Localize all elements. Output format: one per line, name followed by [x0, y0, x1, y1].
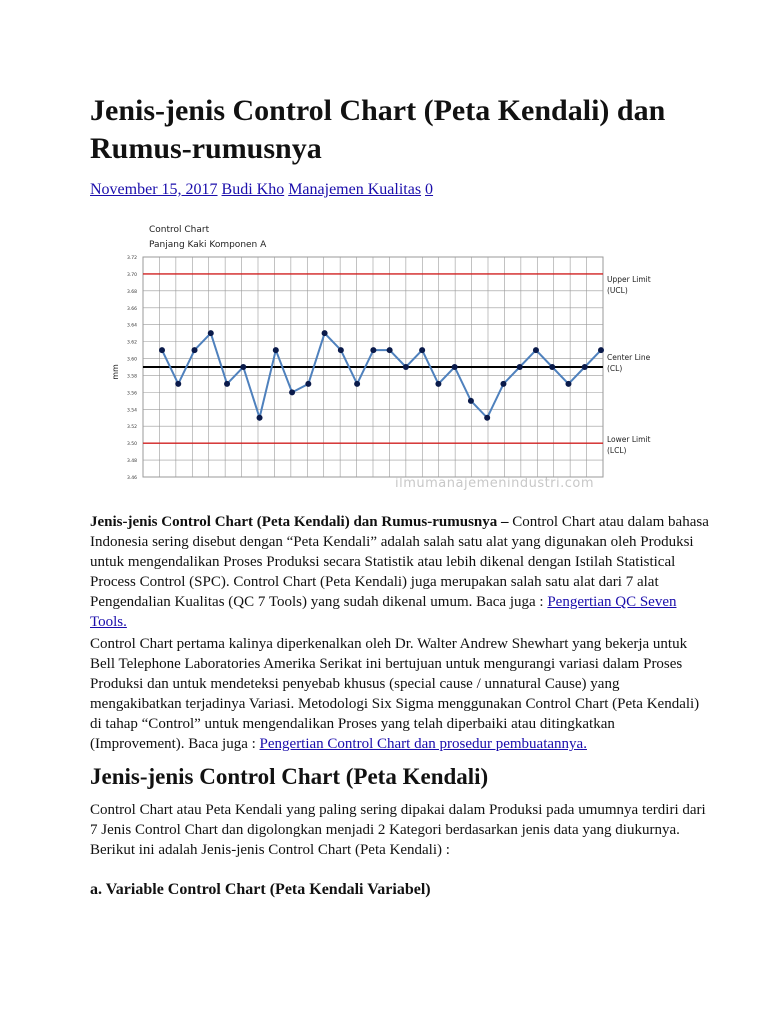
y-tick-label: 3.54 [127, 408, 138, 414]
y-tick-label: 3.58 [127, 374, 138, 380]
data-point [322, 330, 328, 336]
intro-lead: Jenis-jenis Control Chart (Peta Kendali) dan Rumus-rumusnya – [90, 514, 509, 530]
data-point [452, 364, 458, 370]
y-tick-label: 3.70 [127, 272, 138, 278]
cl-label: Center Line (CL) [607, 353, 651, 373]
y-tick-label: 3.72 [127, 256, 138, 261]
data-point [257, 415, 263, 421]
y-tick-label: 3.46 [127, 476, 138, 481]
watermark-text: ilmumanajemenindustri.com [395, 476, 595, 491]
y-tick-label: 3.66 [127, 306, 138, 312]
data-point [354, 381, 360, 387]
data-point [273, 347, 279, 353]
y-tick-label: 3.50 [127, 442, 138, 448]
qc-seven-tools-link[interactable]: Pengertian QC Seven Tools. [90, 594, 677, 630]
variable-chart-heading: a. Variable Control Chart (Peta Kendali Variabel) [90, 881, 431, 898]
data-point [517, 364, 523, 370]
data-point [240, 364, 246, 370]
data-point [403, 364, 409, 370]
y-tick-label: 3.64 [127, 323, 138, 329]
data-point [419, 347, 425, 353]
data-point [159, 347, 165, 353]
data-point [338, 347, 344, 353]
types-paragraph: Control Chart atau Peta Kendali yang paling sering dipakai dalam Produksi pada umumnya terdiri dari 7 Jenis Control Chart dan digolongkan menjadi 2 Kategori berdasarkan jenis data yang diukurnya. Berikut ini adalah Jenis-jenis Control Chart (Peta Kendali) : [90, 802, 706, 858]
y-tick-label: 3.60 [127, 357, 138, 363]
control-chart-procedure-link[interactable]: Pengertian Control Chart dan prosedur pembuatannya. [259, 736, 587, 752]
y-tick-label: 3.48 [127, 459, 138, 465]
article-title: Jenis-jenis Control Chart (Peta Kendali) dan Rumus-rumusnya [90, 94, 666, 165]
data-point [435, 381, 441, 387]
y-axis-label: mm [111, 364, 120, 380]
data-point [565, 381, 571, 387]
y-tick-label: 3.62 [127, 340, 138, 346]
post-date-link[interactable]: November 15, 2017 [90, 181, 218, 198]
article-meta [90, 181, 433, 199]
data-point [468, 398, 474, 404]
comments-link[interactable]: 0 [425, 181, 434, 198]
category-link[interactable]: Manajemen Kualitas [288, 181, 422, 198]
y-tick-label: 3.52 [127, 425, 138, 431]
data-point [533, 347, 539, 353]
data-point [175, 381, 181, 387]
control-chart [105, 220, 651, 495]
control-chart-figure [105, 220, 651, 495]
data-point [582, 364, 588, 370]
data-point [370, 347, 376, 353]
section-heading: Jenis-jenis Control Chart (Peta Kendali) [90, 764, 489, 789]
ucl-label: Upper Limit (UCL) [607, 275, 651, 295]
data-point [208, 330, 214, 336]
chart-title: Control Chart [149, 225, 210, 235]
data-point [289, 389, 295, 395]
author-link[interactable]: Budi Kho [221, 181, 285, 198]
data-point [484, 415, 490, 421]
data-point [598, 347, 604, 353]
data-point [192, 347, 198, 353]
data-point [305, 381, 311, 387]
chart-subtitle: Panjang Kaki Komponen A [149, 240, 267, 250]
history-text: Control Chart pertama kalinya diperkenalkan oleh Dr. Walter Andrew Shewhart yang bekerja untuk Bell Telephone Laboratories Amerika Serikat ini bertujuan untuk mengurangi variasi dalam Proses Produksi dan untuk mendeteksi penyebab khusus (special cause / unnatural Cause) yang mengakibatkan terjadinya Variasi. Metodologi Six Sigma menggunakan Control Chart (Peta Kendali) di tahap “Control” untuk mengendalikan Proses yang telah diperbaiki atau ditingkatkan (Improvement). Baca juga : [90, 636, 700, 752]
history-paragraph [90, 634, 710, 754]
data-point [500, 381, 506, 387]
intro-text: Control Chart atau dalam bahasa Indonesia sering disebut dengan “Peta Kendali” adalah salah satu alat yang digunakan oleh Produksi untuk mengendalikan Proses Produksi secara Statistik atau lebih dikenal dengan Istilah Statistical Process Control (SPC). Control Chart (Peta Kendali) juga merupakan salah satu alat dari 7 alat Pengendalian Kualitas (QC 7 Tools) yang sudah dikenal umum. Baca juga : [90, 514, 709, 610]
lcl-label: Lower Limit (LCL) [607, 435, 651, 455]
y-tick-label: 3.68 [127, 289, 138, 295]
data-point [224, 381, 230, 387]
data-point [387, 347, 393, 353]
y-tick-label: 3.56 [127, 391, 138, 397]
intro-paragraph [90, 512, 710, 632]
data-point [549, 364, 555, 370]
